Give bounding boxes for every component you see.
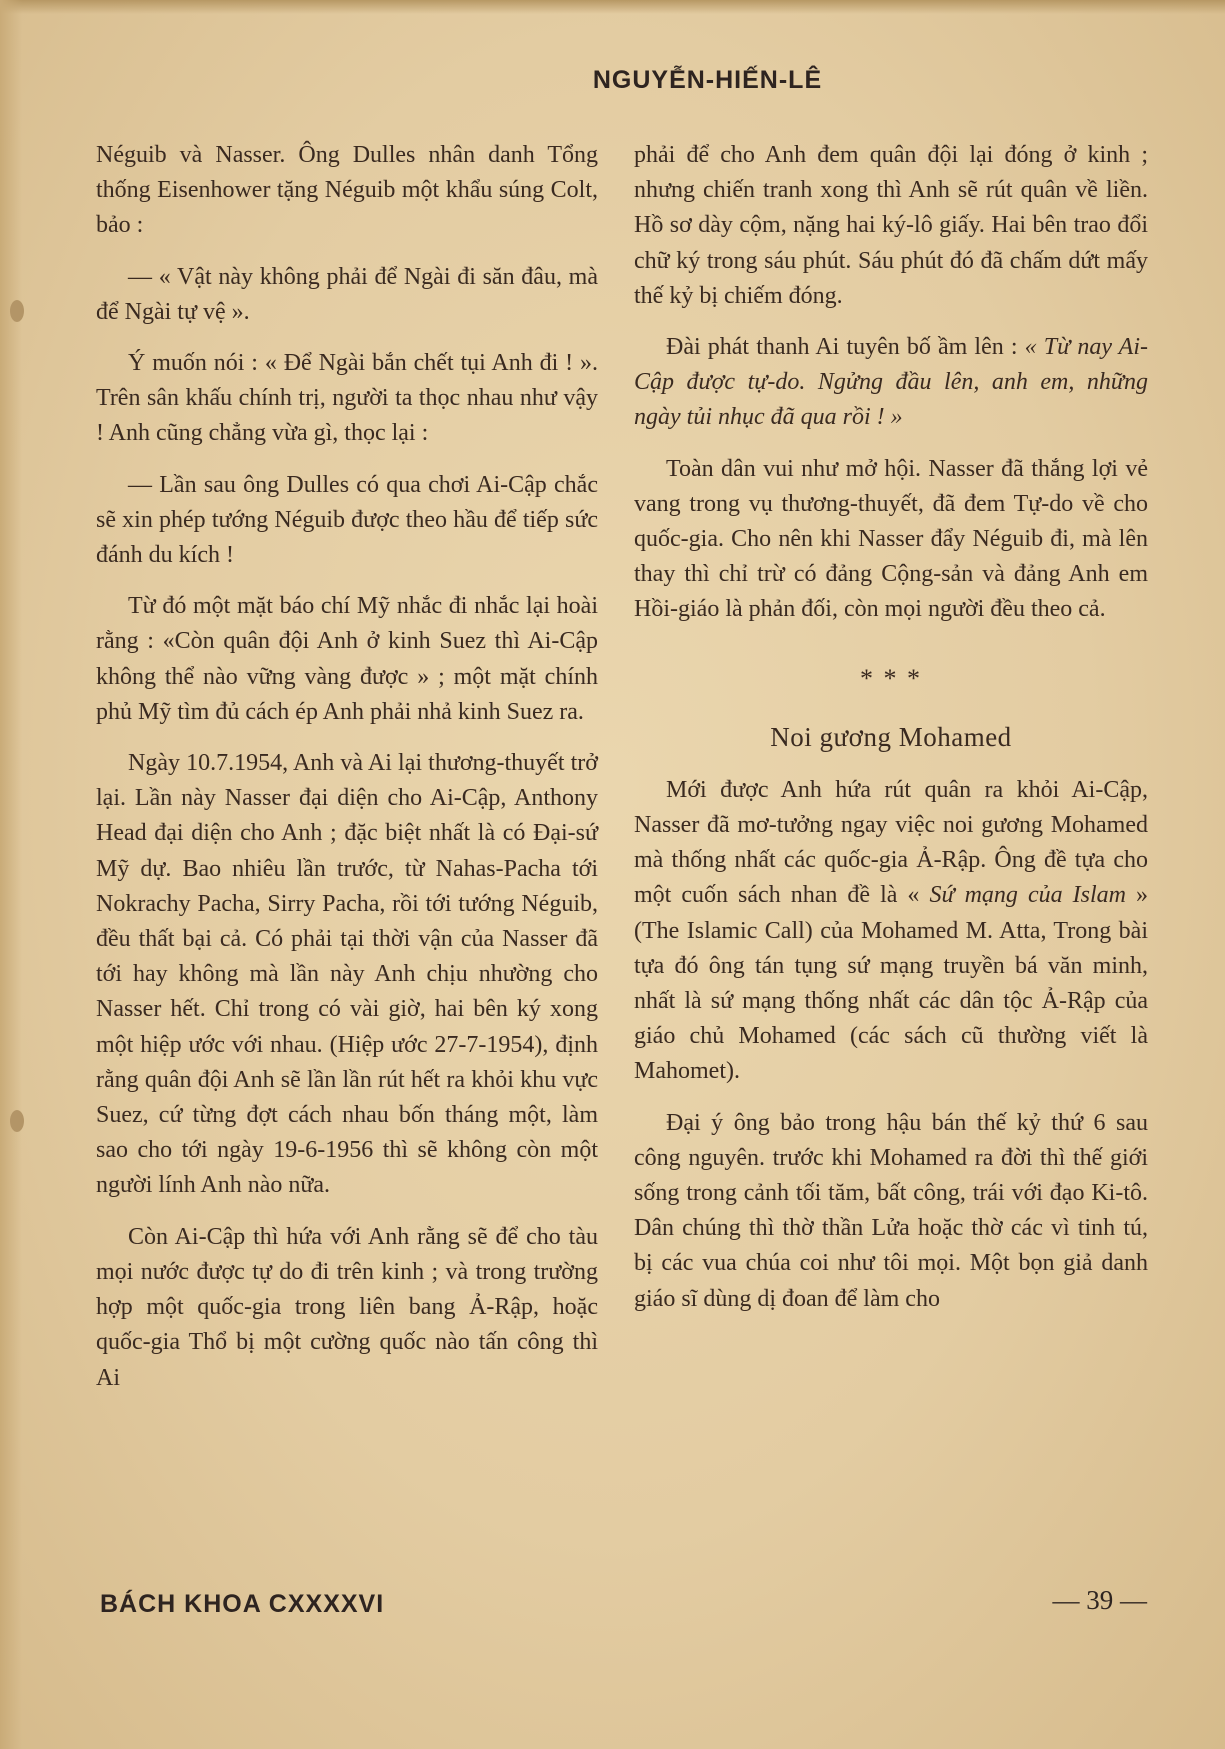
paragraph: Đại ý ông bảo trong hậu bán thế kỷ thứ 6 sau công nguyên. trước khi Mohamed ra đời thì thế giới sống trong cảnh tối tăm, bất công, trái với đạo Ki-tô. Dân chúng thì thờ thần Lửa hoặc thờ các vì tinh tú, bị các vua chúa coi như tôi mọi. Một bọn giả danh giáo sĩ dùng dị đoan để làm cho	[634, 1109, 1148, 1312]
paragraph: phải để cho Anh đem quân đội lại đóng ở kinh ; nhưng chiến tranh xong thì Anh sẽ rút quân về liền. Hồ sơ dày cộm, nặng hai ký-lô giấy. Hai bên trao đổi chữ ký trong sáu phút. Sáu phút đó đã chấm dứt mấy thế kỷ bị chiếm đóng.	[634, 142, 1148, 309]
page-left-shadow	[0, 0, 22, 1749]
right-column	[634, 138, 1148, 1333]
paragraph	[634, 330, 1148, 436]
paragraph: — « Vật này không phải để Ngài đi săn đâu, mà để Ngài tự vệ ».	[96, 263, 598, 325]
author-name: NGUYỄN-HIẾN-LÊ	[592, 66, 823, 94]
section-separator: * * *	[860, 663, 922, 693]
left-column	[96, 138, 598, 1412]
page-header	[0, 66, 1225, 95]
book-title: Sứ mạng của Islam	[929, 882, 1126, 909]
paragraph-text: Mới được Anh hứa rút quân ra khỏi Ai-Cập, Nasser đã mơ-tưởng ngay việc noi gương Mohamed mà thống nhất các quốc-gia Ả-Rập. Ông đề tựa cho một cuốn sách nhan đề là «	[634, 776, 1148, 909]
paragraph: Néguib và Nasser. Ông Dulles nhân danh Tổng thống Eisenhower tặng Néguib một khẩu súng Colt, bảo :	[96, 142, 598, 239]
section-title: Noi gương Mohamed	[770, 721, 1012, 752]
paragraph	[634, 773, 1148, 1090]
paragraph: Toàn dân vui như mở hội. Nasser đã thắng lợi vẻ vang trong vụ thương-thuyết, đã đem Tự-do về cho quốc-gia. Cho nên khi Nasser đẩy Néguib đi, mà lên thay thì chỉ trừ có đảng Cộng-sản và đảng Anh em Hồi-giáo là phản đối, còn mọi người đều theo cả.	[634, 455, 1148, 623]
paragraph: Ngày 10.7.1954, Anh và Ai lại thương-thuyết trở lại. Lần này Nasser đại diện cho Ai-Cập, Anthony Head đại diện cho Anh ; đặc biệt nhất là có Đại-sứ Mỹ dự. Bao nhiêu lần trước, từ Nahas-Pacha tới Nokrachy Pacha, Sirry Pacha, rồi tới tướng Néguib, đều thất bại cả. Có phải tại thời vận của Nasser đã tới hay không mà lần này Anh chịu nhường cho Nasser hết. Chỉ trong có vài giờ, hai bên ký xong một hiệp ước với nhau. (Hiệp ước 27-7-1954), định rằng quân đội Anh sẽ lần lần rút hết ra khỏi khu vực Suez, cứ từng đợt cách nhau bốn tháng một, làm sao cho tới ngày 19-6-1956 thì sẽ không còn một người lính Anh nào nữa.	[96, 750, 598, 1199]
paragraph-text: Đài phát thanh Ai tuyên bố ầm lên :	[666, 334, 1018, 361]
paragraph: Còn Ai-Cập thì hứa với Anh rằng sẽ để cho tàu mọi nước được tự do đi trên kinh ; và trong trường hợp một quốc-gia trong liên bang Ả-Rập, hoặc quốc-gia Thổ bị một cường quốc nào tấn công thì Ai	[96, 1223, 598, 1391]
paragraph-text: » (The Islamic Call) của Mohamed M. Atta, Trong bài tựa đó ông tán tụng sứ mạng truyền bá văn minh, nhất là sứ mạng thống nhất các dân tộc Ả-Rập của giáo chủ Mohamed (các sách cũ thường viết là Mahomet).	[634, 882, 1148, 1085]
paragraph: — Lần sau ông Dulles có qua chơi Ai-Cập chắc sẽ xin phép tướng Néguib được theo hầu để tiếp sức đánh du kích !	[96, 471, 598, 569]
paragraph: Ý muốn nói : « Để Ngài bắn chết tụi Anh đi ! ». Trên sân khấu chính trị, người ta thọc nhau như vậy ! Anh cũng chẳng vừa gì, thọc lại :	[96, 350, 598, 447]
page-number: — 39 —	[1052, 1585, 1147, 1615]
page-top-shadow	[0, 0, 1225, 14]
binding-hole	[10, 300, 24, 322]
binding-hole	[10, 1110, 24, 1132]
broadcast-quote: « Từ nay Ai-Cập được tự-do. Ngửng đầu lên, anh em, những ngày tủi nhục đã qua rồi ! »	[634, 334, 1148, 431]
magazine-name: BÁCH KHOA CXXXXVI	[100, 1590, 385, 1618]
paragraph: Từ đó một mặt báo chí Mỹ nhắc đi nhắc lại hoài rằng : «Còn quân đội Anh ở kinh Suez thì Ai-Cập không thể nào vững vàng được » ; một mặt chính phủ Mỹ tìm đủ cách ép Anh phải nhả kinh Suez ra.	[96, 593, 598, 725]
